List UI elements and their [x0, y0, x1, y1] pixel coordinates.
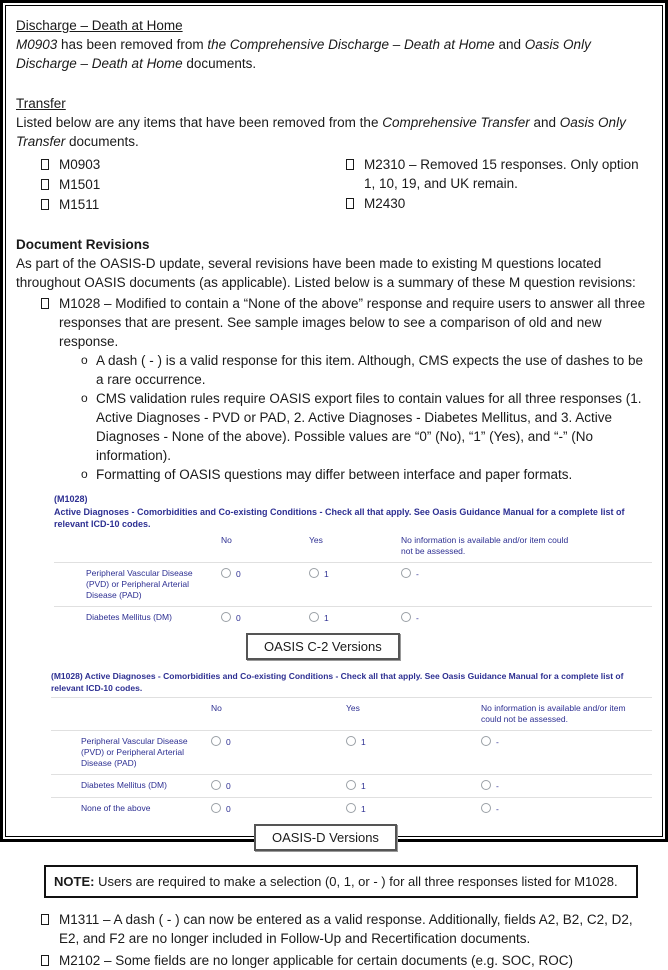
radio-cell	[481, 780, 652, 792]
row-label: Peripheral Vascular Disease (PVD) or Peripheral Arterial Disease (PAD)	[81, 736, 188, 768]
text-run: and	[529, 115, 560, 130]
radio-icon[interactable]	[211, 780, 221, 790]
list-item-label: M0903	[59, 157, 101, 172]
form-header-row	[54, 530, 652, 563]
square-bullet-icon	[346, 198, 354, 209]
radio-value: 1	[361, 804, 366, 814]
row-label: Peripheral Vascular Disease (PVD) or Peripheral Arterial Disease (PAD)	[86, 568, 193, 600]
radio-icon[interactable]	[346, 736, 356, 746]
radio-icon[interactable]	[221, 568, 231, 578]
text-run: the Comprehensive Discharge – Death at Home	[207, 37, 495, 52]
radio-value: 0	[236, 569, 241, 579]
table-row	[51, 731, 652, 775]
column-header-no: No	[211, 703, 222, 713]
radio-icon[interactable]	[221, 612, 231, 622]
revisions-intro: As part of the OASIS-D update, several revisions have been made to existing M questions located throughout OASIS documents (as applicable). Listed below is a summary of these M question revisions:	[16, 256, 636, 290]
transfer-bullets-left	[41, 154, 346, 215]
radio-cell	[401, 568, 652, 580]
list-item-m1028	[41, 294, 652, 351]
text-run: and	[494, 37, 525, 52]
text-run: Oasis Only Transfer	[16, 115, 626, 149]
row-label: Diabetes Mellitus (DM)	[86, 612, 172, 622]
radio-cell	[221, 612, 309, 624]
caption-oasis-c2: OASIS C-2 Versions	[246, 633, 400, 660]
oasis-c2-form-screenshot	[54, 494, 652, 662]
list-item-label: M2310 – Removed 15 responses. Only option 1, 10, 19, and UK remain.	[364, 157, 639, 191]
list-item	[346, 155, 652, 193]
transfer-bullet-columns	[41, 154, 652, 215]
square-bullet-icon	[41, 159, 49, 170]
note-box	[44, 865, 638, 898]
square-bullet-icon	[41, 914, 49, 925]
sub-list-item	[81, 351, 652, 389]
text-run: Comprehensive Transfer	[382, 115, 530, 130]
radio-icon[interactable]	[481, 780, 491, 790]
radio-cell	[309, 568, 401, 580]
list-item-label: M1028 – Modified to contain a “None of the above” response and require users to answer all three responses that are present. See sample images below to see a comparison of old and new response.	[59, 296, 646, 349]
discharge-paragraph	[16, 35, 652, 73]
square-bullet-icon	[41, 298, 49, 309]
radio-icon[interactable]	[481, 736, 491, 746]
column-header-yes: Yes	[309, 535, 323, 545]
radio-value: -	[416, 613, 419, 623]
table-row	[54, 563, 652, 607]
radio-cell	[309, 612, 401, 624]
note-label: NOTE:	[54, 874, 95, 889]
form-header-row	[51, 697, 652, 731]
radio-cell	[346, 736, 481, 748]
note-text: Users are required to make a selection (0, 1, or - ) for all three responses listed for M1028.	[94, 874, 618, 889]
radio-cell	[481, 736, 652, 748]
radio-value: 1	[361, 737, 366, 747]
circle-bullet-icon: o	[81, 391, 88, 405]
list-item-m1311	[41, 910, 652, 948]
radio-icon[interactable]	[401, 568, 411, 578]
form-title: Active Diagnoses - Comorbidities and Co-existing Conditions - Check all that apply. See Oasis Guidance Manual for a complete list of relevant ICD-10 codes.	[54, 507, 625, 529]
radio-value: -	[496, 737, 499, 747]
list-item-label: M1311 – A dash ( - ) can now be entered as a valid response. Additionally, fields A2, B2, C2, D2, E2, and F2 are no longer included in Follow-Up and Recertification documents.	[59, 912, 633, 946]
list-item	[41, 175, 346, 194]
radio-value: 0	[226, 804, 231, 814]
sub-item-label: Formatting of OASIS questions may differ between interface and paper formats.	[96, 467, 573, 482]
section-heading-revisions: Document Revisions	[16, 237, 150, 252]
radio-value: -	[496, 804, 499, 814]
list-item	[346, 194, 652, 213]
list-item-label: M1501	[59, 177, 101, 192]
column-header-noinfo: No information is available and/or item could not be assessed.	[481, 703, 626, 724]
row-label: None of the above	[81, 803, 151, 813]
radio-cell	[211, 803, 346, 815]
caption-oasis-d: OASIS-D Versions	[254, 824, 397, 851]
radio-icon[interactable]	[309, 568, 319, 578]
radio-value: 0	[236, 613, 241, 623]
sub-item-label: CMS validation rules require OASIS export files to contain values for all three responses (1. Active Diagnoses - PVD or PAD, 2. Active Diagnoses - Diabetes Mellitus, and 3. Active Diagnoses - None of the above). Possible values are “0” (No), “1” (Yes), and “-” (No information).	[96, 391, 642, 463]
oasis-d-form-screenshot	[51, 670, 652, 853]
radio-cell	[401, 612, 652, 624]
column-header-yes: Yes	[346, 703, 360, 713]
table-row	[54, 607, 652, 629]
sub-list-item	[81, 465, 652, 484]
column-header-no: No	[221, 535, 232, 545]
radio-cell	[346, 780, 481, 792]
square-bullet-icon	[346, 159, 354, 170]
radio-value: 0	[226, 737, 231, 747]
transfer-bullets-right	[346, 154, 652, 215]
list-item	[41, 155, 346, 174]
radio-icon[interactable]	[309, 612, 319, 622]
list-item	[41, 195, 346, 214]
radio-value: 1	[324, 569, 329, 579]
list-item-label: M2102 – Some fields are no longer applicable for certain documents (e.g. SOC, ROC)	[59, 953, 574, 968]
radio-value: -	[416, 569, 419, 579]
radio-cell	[211, 780, 346, 792]
radio-cell	[481, 803, 652, 815]
circle-bullet-icon: o	[81, 467, 88, 481]
square-bullet-icon	[41, 955, 49, 966]
text-run: Oasis Only Discharge – Death at Home	[16, 37, 591, 71]
m1028-sub-list	[81, 351, 652, 484]
radio-icon[interactable]	[211, 803, 221, 813]
column-header-noinfo: No information is available and/or item could not be assessed.	[401, 535, 569, 556]
list-item-m2102	[41, 951, 652, 970]
text-run: documents.	[65, 134, 139, 149]
radio-value: -	[496, 781, 499, 791]
section-heading-transfer: Transfer	[16, 96, 66, 111]
radio-icon[interactable]	[346, 780, 356, 790]
text-run: M0903	[16, 37, 58, 52]
text-run: has been removed from	[57, 37, 208, 52]
radio-value: 1	[361, 781, 366, 791]
table-row	[51, 798, 652, 820]
radio-icon[interactable]	[401, 612, 411, 622]
sub-list-item	[81, 389, 652, 465]
radio-value: 0	[226, 781, 231, 791]
list-item-label: M1511	[59, 197, 100, 212]
radio-icon[interactable]	[346, 803, 356, 813]
transfer-paragraph	[16, 113, 652, 151]
row-label: Diabetes Mellitus (DM)	[81, 780, 167, 790]
form-code: (M1028)	[54, 494, 88, 504]
square-bullet-icon	[41, 199, 49, 210]
square-bullet-icon	[41, 179, 49, 190]
text-run: documents.	[182, 56, 257, 71]
radio-cell	[346, 803, 481, 815]
text-run: Listed below are any items that have been removed from the	[16, 115, 383, 130]
section-heading-discharge: Discharge – Death at Home	[16, 18, 183, 33]
radio-cell	[211, 736, 346, 748]
table-row	[51, 775, 652, 798]
form-title: (M1028) Active Diagnoses - Comorbidities and Co-existing Conditions - Check all that apply. See Oasis Guidance Manual for a complete list of relevant ICD-10 codes.	[51, 671, 624, 693]
circle-bullet-icon: o	[81, 353, 88, 367]
radio-value: 1	[324, 613, 329, 623]
page-frame	[5, 5, 663, 968]
list-item-label: M2430	[364, 196, 406, 211]
radio-cell	[221, 568, 309, 580]
radio-icon[interactable]	[211, 736, 221, 746]
radio-icon[interactable]	[481, 803, 491, 813]
sub-item-label: A dash ( - ) is a valid response for this item. Although, CMS expects the use of dashes to be a rare occurrence.	[96, 353, 644, 387]
